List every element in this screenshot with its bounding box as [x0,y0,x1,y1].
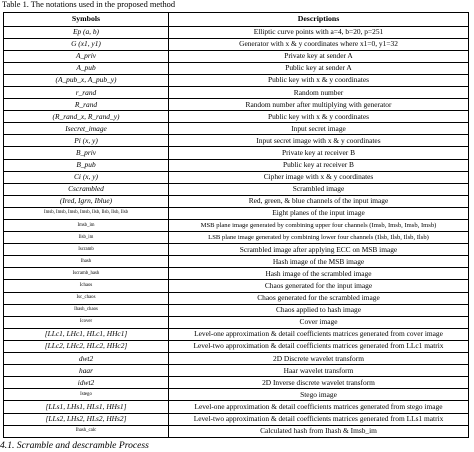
table-row [4,268,469,280]
header-symbols: Symbols [4,13,169,27]
table-row [4,328,469,340]
section-heading: 4.1. Scramble and descramble Process [0,440,149,451]
description-cell: Scrambled image after applying ECC on MSB image [169,244,469,256]
table-row [4,38,469,50]
symbol-cell: Isecret_image [4,123,169,135]
description-cell: Input secret image [169,123,469,135]
symbol-cell: haar [4,365,169,377]
symbol-cell: Ihash_calc [4,425,169,437]
symbol-cell: idwt2 [4,377,169,389]
symbol-cell: Cscrambled [4,183,169,195]
table-row [4,292,469,304]
description-cell: Cover image [169,316,469,328]
description-cell: Private key at sender A [169,50,469,62]
description-cell: Stego image [169,389,469,401]
table-row [4,244,469,256]
symbol-cell: (Ired, Igrn, Iblue) [4,195,169,207]
table-row [4,195,469,207]
description-cell: Calculated hash from Ihash & Imsb_im [169,425,469,437]
table-row [4,123,469,135]
description-cell: MSB plane image generated by combining upper four channels (Imsb, Imsb, Imsb, Imsb) [169,220,469,232]
symbol-cell: Istego [4,389,169,401]
description-cell: Chaos applied to hash image [169,304,469,316]
table-row [4,256,469,268]
description-cell: Scrambled image [169,183,469,195]
description-cell: Generator with x & y coordinates where x1=0, y1=32 [169,38,469,50]
description-cell: Red, green, & blue channels of the input image [169,195,469,207]
description-cell: Chaos generated for the scrambled image [169,292,469,304]
description-cell: Private key at receiver B [169,147,469,159]
table-header-row [4,13,469,27]
description-cell: Public key with x & y coordinates [169,111,469,123]
table-row [4,425,469,437]
header-descriptions: Descriptions [169,13,469,27]
table-row [4,111,469,123]
description-cell: 2D Inverse discrete wavelet transform [169,377,469,389]
symbol-cell: Ichaos [4,280,169,292]
symbol-cell: [LLs1, LHs1, HLs1, HHs1] [4,401,169,413]
symbol-cell: Pi (x, y) [4,135,169,147]
symbol-cell: B_pub [4,159,169,171]
description-cell: Level-one approximation & detail coefficients matrices generated from stego image [169,401,469,413]
table-row [4,304,469,316]
description-cell: LSB plane image generated by combining lower four channels (Ilsb, Ilsb, Ilsb, Ilsb) [169,232,469,244]
symbol-cell: G (x1, y1) [4,38,169,50]
symbol-cell: R_rand [4,99,169,111]
notations-table [3,12,469,438]
description-cell: Chaos generated for the input image [169,280,469,292]
symbol-cell: Icover [4,316,169,328]
table-row [4,413,469,425]
symbol-cell: r_rand [4,86,169,98]
symbol-cell: A_priv [4,50,169,62]
description-cell: Level-two approximation & detail coefficients matrices generated from LLc1 matrix [169,340,469,352]
table-row [4,171,469,183]
description-cell: Cipher image with x & y coordinates [169,171,469,183]
symbol-cell: Ihash_chaos [4,304,169,316]
symbol-cell: Isc_chaos [4,292,169,304]
description-cell: Public key at receiver B [169,159,469,171]
table-row [4,135,469,147]
table-caption: Table 1. The notations used in the proposed method [2,0,176,9]
table-row [4,26,469,38]
table-row [4,50,469,62]
symbol-cell: (A_pub_x, A_pub_y) [4,74,169,86]
table-row [4,74,469,86]
description-cell: Level-two approximation & detail coefficients matrices generated from LLs1 matrix [169,413,469,425]
symbol-cell: Iscramb [4,244,169,256]
table-row [4,99,469,111]
symbol-cell: [LLc2, LHc2, HLc2, HHc2] [4,340,169,352]
description-cell: Public key at sender A [169,62,469,74]
description-cell: Random number [169,86,469,98]
table-row [4,86,469,98]
table-row [4,389,469,401]
table-row [4,207,469,219]
description-cell: Hash image of the scrambled image [169,268,469,280]
description-cell: Random number after multiplying with generator [169,99,469,111]
symbol-cell: Ihash [4,256,169,268]
symbol-cell: Ep (a, b) [4,26,169,38]
description-cell: Eight planes of the input image [169,207,469,219]
table-row [4,377,469,389]
table-row [4,220,469,232]
symbol-cell: Ci (x, y) [4,171,169,183]
description-cell: Public key with x & y coordinates [169,74,469,86]
table-row [4,365,469,377]
symbol-cell: [LLs2, LHs2, HLs2, HHs2] [4,413,169,425]
table-row [4,280,469,292]
symbol-cell: Imsb_im [4,220,169,232]
table-row [4,316,469,328]
description-cell: Elliptic curve points with a=4, b=20, p=251 [169,26,469,38]
symbol-cell: Imsb, Imsb, Imsb, Imsb, Ilsb, Ilsb, Ilsb, Ilsb [4,207,169,219]
symbol-cell: [LLc1, LHc1, HLc1, HHc1] [4,328,169,340]
table-row [4,62,469,74]
table-row [4,232,469,244]
symbol-cell: Ilsb_im [4,232,169,244]
description-cell: Hash image of the MSB image [169,256,469,268]
symbol-cell: dwt2 [4,353,169,365]
symbol-cell: Iscramb_hash [4,268,169,280]
table-row [4,340,469,352]
table-row [4,159,469,171]
symbol-cell: B_priv [4,147,169,159]
table-row [4,183,469,195]
description-cell: Input secret image with x & y coordinates [169,135,469,147]
symbol-cell: (R_rand_x, R_rand_y) [4,111,169,123]
description-cell: Haar wavelet transform [169,365,469,377]
table-row [4,147,469,159]
description-cell: Level-one approximation & detail coefficients matrices generated from cover image [169,328,469,340]
description-cell: 2D Discrete wavelet transform [169,353,469,365]
symbol-cell: A_pub [4,62,169,74]
table-row [4,353,469,365]
table-row [4,401,469,413]
